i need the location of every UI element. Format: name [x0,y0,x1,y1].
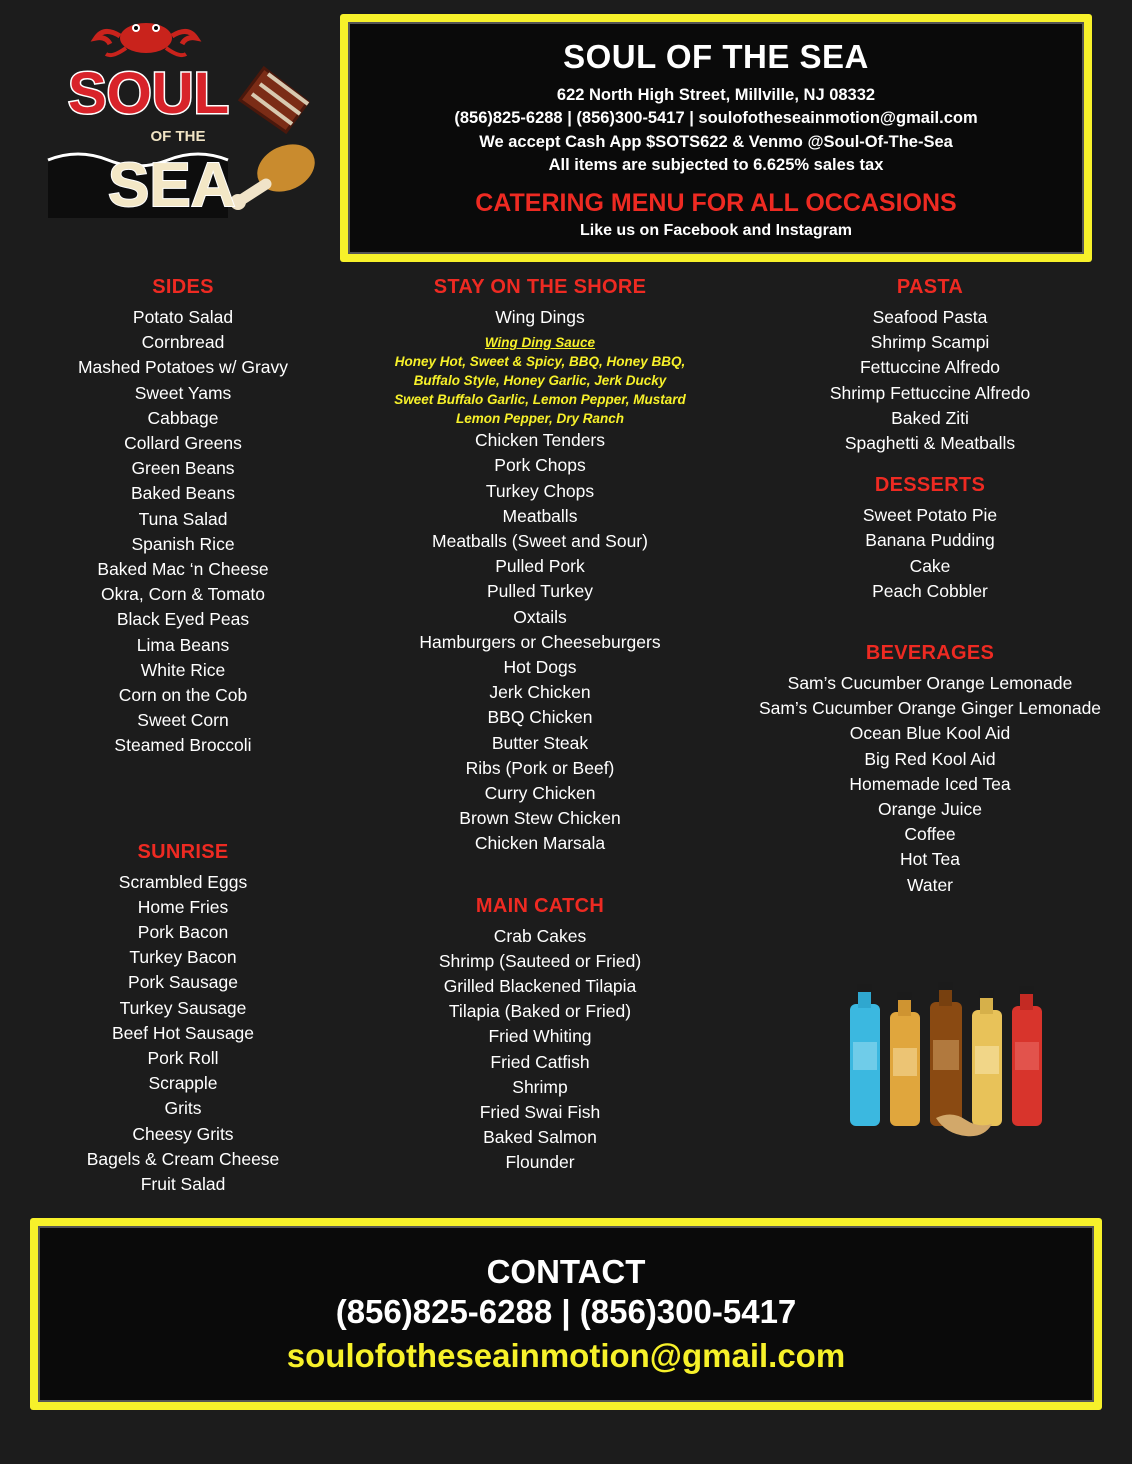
tax-line: All items are subjected to 6.625% sales tax [548,156,884,175]
list-item: Hot Dogs [503,657,577,678]
restaurant-title: SOUL OF THE SEA [563,38,869,75]
list-item: Shrimp Fettuccine Alfredo [829,382,1031,403]
list-item: Peach Cobbler [872,580,988,601]
list-item: Hamburgers or Cheeseburgers [419,631,661,652]
list-item: Homemade Iced Tea [849,773,1011,794]
list-item: Baked Beans [130,483,236,504]
logo-word-sea: SEA [108,151,236,220]
section-title-pasta: PASTA [896,276,964,298]
contact-phone-numbers[interactable]: (856)825-6288 | (856)300-5417 [335,1293,797,1330]
spacer [360,857,720,895]
brand-logo [28,8,328,223]
list-item: Coffee [904,824,956,845]
column-left [18,276,348,1197]
list-item: Tuna Salad [138,508,228,529]
contact-email[interactable]: soulofotheseainmotion@gmail.com [286,1337,846,1374]
spacer [740,604,1120,642]
section-title-sunrise: SUNRISE [137,840,229,863]
contact-banner [30,1218,1102,1410]
section-title-desserts: DESSERTS [874,474,986,497]
list-item: Home Fries [137,896,229,917]
address-line: 622 North High Street, Millville, NJ 08332 [556,86,876,104]
list-item: Baked Mac ‘n Cheese [97,559,269,580]
list-item: Spaghetti & Meatballs [844,433,1016,454]
list-item: Jerk Chicken [489,682,591,703]
catering-headline: CATERING MENU FOR ALL OCCASIONS [475,188,957,217]
list-item: Crab Cakes [493,925,587,946]
list-item: Grits [164,1098,202,1119]
list-item: Turkey Bacon [129,947,237,968]
section-title-sides: SIDES [152,276,214,298]
header-banner [340,14,1092,262]
list-item: Pulled Turkey [486,581,594,602]
social-line: Like us on Facebook and Instagram [579,221,853,239]
list-item: Turkey Chops [485,480,595,501]
wing-ding-sauce-line: Buffalo Style, Honey Garlic, Jerk Ducky [413,373,667,389]
section-title-stay-on-the-shore: STAY ON THE SHORE [433,276,647,298]
list-item: Chicken Tenders [474,430,606,451]
logo-word-of-the: OF THE [150,128,206,145]
list-item: Baked Ziti [891,407,969,428]
list-item: Hot Tea [900,849,960,870]
list-item: Shrimp Scampi [870,332,990,353]
contact-line: (856)825-6288 | (856)300-5417 | soulofotheseainmotion@gmail.com [454,109,978,128]
list-item: Shrimp [512,1076,568,1097]
list-item: Fettuccine Alfredo [859,357,1001,378]
list-item: Seafood Pasta [872,307,988,327]
list-item: Butter Steak [491,732,589,753]
beverage-bottles-image [836,982,1048,1150]
list-item: Meatballs (Sweet and Sour) [432,531,648,552]
section-list-pasta [740,305,1120,456]
list-item: Bagels & Cream Cheese [86,1148,280,1169]
section-title-main-catch: MAIN CATCH [475,894,605,917]
list-item: Cake [909,555,951,576]
section-list-sides [18,305,348,759]
list-item: Grilled Blackened Tilapia [443,976,637,997]
section-list-beverages [740,671,1120,898]
list-item: Shrimp (Sauteed or Fried) [438,950,642,971]
list-item: Pork Sausage [128,972,238,993]
list-item: Cabbage [147,407,219,428]
list-item: Sweet Corn [137,710,229,731]
list-item: Banana Pudding [865,530,995,551]
spacer [740,456,1120,474]
list-item: Steamed Broccoli [114,735,252,756]
list-item: Baked Salmon [483,1127,597,1148]
list-item: Sam’s Cucumber Orange Lemonade [787,673,1073,694]
list-item: Curry Chicken [484,783,596,804]
list-item: Sweet Potato Pie [862,505,998,526]
list-item: Black Eyed Peas [116,609,250,630]
list-item: Fruit Salad [140,1174,226,1195]
list-item: Oxtails [513,606,567,627]
list-item: Fried Whiting [488,1026,592,1047]
wing-ding-sauce-title: Wing Ding Sauce [484,335,596,351]
list-item: Collard Greens [124,433,242,454]
section-list-sunrise [18,870,348,1198]
wing-ding-sauce-line: Honey Hot, Sweet & Spicy, BBQ, Honey BBQ, [394,354,686,370]
list-item: Cheesy Grits [132,1123,234,1144]
wing-ding-sauce-line: Sweet Buffalo Garlic, Lemon Pepper, Mustard [394,392,686,408]
list-item: Ocean Blue Kool Aid [849,723,1011,744]
wing-ding-sauce-line: Lemon Pepper, Dry Ranch [455,411,625,427]
list-item: Chicken Marsala [474,833,606,854]
list-item: Corn on the Cob [118,685,248,706]
list-item: Turkey Sausage [119,997,247,1018]
list-item: Tilapia (Baked or Fried) [448,1001,632,1022]
section-list-desserts [740,503,1120,604]
list-item: Fried Catfish [490,1051,590,1072]
list-item: Big Red Kool Aid [864,748,996,769]
list-item: Scrambled Eggs [118,871,248,892]
spacer [18,759,348,841]
list-item: Beef Hot Sausage [111,1022,255,1043]
list-item: Pulled Pork [495,556,585,577]
list-item: BBQ Chicken [487,707,593,728]
list-item: Mashed Potatoes w/ Gravy [77,357,289,378]
list-item: Fried Swai Fish [479,1102,601,1123]
list-item: Spanish Rice [131,533,235,554]
list-item: Pork Roll [147,1048,219,1069]
section-title-beverages: BEVERAGES [865,642,995,665]
contact-title: CONTACT [486,1253,646,1290]
list-item: Meatballs [502,505,578,526]
list-item: Cornbread [141,332,225,353]
ribs-icon [240,68,308,132]
list-item: Flounder [505,1152,575,1173]
list-item: Wing Dings [495,307,585,327]
list-item: Potato Salad [132,307,234,327]
crab-icon [96,23,196,55]
list-item: Pork Bacon [137,922,229,943]
section-list-stay-on-the-shore [360,428,720,856]
list-item: Scrapple [148,1073,218,1094]
column-right [740,276,1120,898]
list-item: Lima Beans [136,634,230,655]
list-item: Okra, Corn & Tomato [100,584,266,605]
list-item: Pork Chops [494,455,586,476]
chicken-leg-icon [230,135,322,210]
list-item: Green Beans [131,458,235,479]
list-item: Sam’s Cucumber Orange Ginger Lemonade [758,698,1102,719]
payment-line: We accept Cash App $SOTS622 & Venmo @Soul-Of-The-Sea [479,132,953,151]
list-item: Ribs (Pork or Beef) [465,757,615,778]
section-list-main-catch [360,924,720,1176]
list-item: Sweet Yams [134,382,232,403]
list-item: Water [906,874,954,895]
list-item: Orange Juice [877,799,983,820]
list-item: Brown Stew Chicken [459,808,621,829]
list-item: White Rice [140,659,226,680]
logo-word-soul: SOUL [68,61,230,126]
column-middle [360,276,720,1176]
